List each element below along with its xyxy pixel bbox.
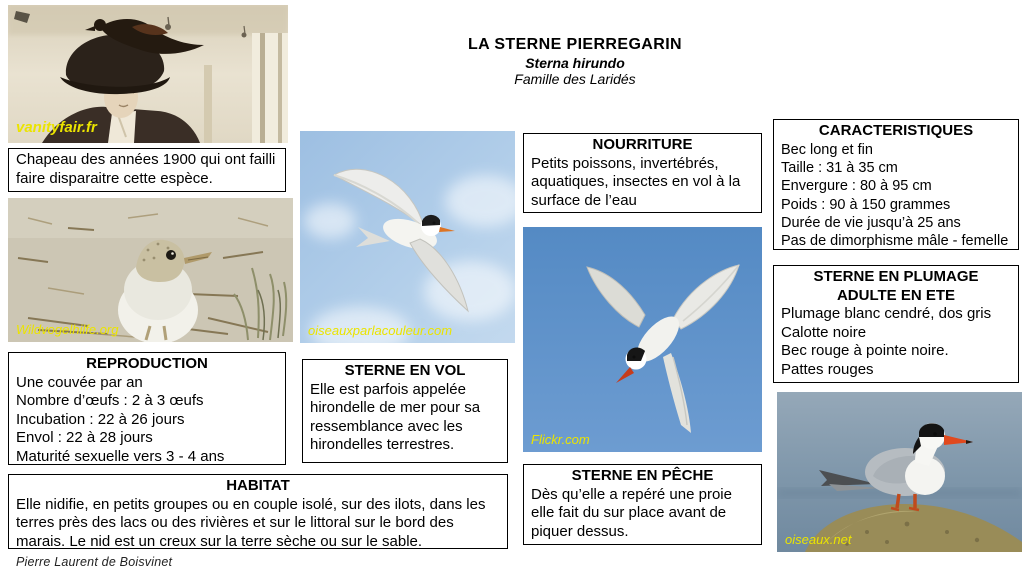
flight-photo bbox=[300, 131, 515, 343]
plumage-line: Pattes rouges bbox=[781, 360, 874, 378]
perched-tern-illustration bbox=[777, 392, 1022, 552]
reproduction-line: Incubation : 22 à 26 jours bbox=[16, 410, 185, 428]
caracteristiques-line: Poids : 90 à 150 grammes bbox=[781, 196, 951, 213]
reproduction-line: Maturité sexuelle vers 3 - 4 ans bbox=[16, 447, 225, 465]
caracteristiques-title: CARACTERISTIQUES bbox=[818, 122, 974, 139]
plumage-line: Bec rouge à pointe noire. bbox=[781, 342, 949, 360]
photo-credit: Flickr.com bbox=[531, 432, 590, 447]
family-name: Famille des Laridés bbox=[514, 71, 636, 88]
latin-name: Sterna hirundo bbox=[525, 54, 625, 71]
chick-photo-illustration bbox=[8, 198, 293, 342]
photo-credit: oiseauxparlacouleur.com bbox=[308, 323, 453, 338]
chick-photo bbox=[8, 198, 293, 342]
photo-credit: Wildvogelhilfe.org bbox=[16, 322, 119, 337]
reproduction-box bbox=[8, 352, 286, 465]
diving-tern-illustration bbox=[523, 227, 762, 452]
reproduction-line: Envol : 22 à 28 jours bbox=[16, 429, 153, 447]
plumage-box bbox=[773, 265, 1019, 383]
caracteristiques-line: Durée de vie jusqu’à 25 ans bbox=[781, 214, 961, 231]
nourriture-title: NOURRITURE bbox=[592, 136, 693, 153]
habitat-title: HABITAT bbox=[226, 477, 290, 494]
peche-title: STERNE EN PÊCHE bbox=[571, 467, 714, 484]
plumage-line: Calotte noire bbox=[781, 323, 867, 341]
hat-caption-box bbox=[8, 148, 286, 192]
nourriture-text: Petits poissons, invertébrés, aquatiques, insectes en vol à la surface de l’eau bbox=[531, 154, 741, 209]
hat-photo bbox=[8, 5, 288, 143]
photo-credit: oiseaux.net bbox=[785, 532, 852, 547]
perched-photo bbox=[777, 392, 1022, 552]
vol-box bbox=[302, 359, 508, 463]
reproduction-title: REPRODUCTION bbox=[86, 355, 208, 372]
page-title: LA STERNE PIERREGARIN bbox=[467, 36, 683, 53]
reproduction-line: Une couvée par an bbox=[16, 373, 143, 391]
plumage-line: Plumage blanc cendré, dos gris bbox=[781, 305, 992, 323]
vol-text: Elle est parfois appelée hirondelle de mer pour sa ressemblance avec les hirondelles terrestres. bbox=[310, 380, 481, 454]
habitat-text: Elle nidifie, en petits groupes ou en couple isolé, sur des ilots, dans les terres près des lacs ou des rivières et sur le littoral sur le bord des marais. Le nid est un creux sur la terre sèche ou sur le sable. bbox=[16, 495, 486, 550]
hat-caption-text: Chapeau des années 1900 qui ont failli faire disparaitre cette espèce. bbox=[16, 151, 276, 187]
nourriture-box bbox=[523, 133, 762, 213]
caracteristiques-line: Envergure : 80 à 95 cm bbox=[781, 178, 932, 195]
plumage-title: STERNE EN PLUMAGE ADULTE EN ETE bbox=[813, 268, 979, 304]
photo-credit: vanityfair.fr bbox=[16, 119, 97, 136]
caracteristiques-line: Bec long et fin bbox=[781, 141, 873, 158]
vol-title: STERNE EN VOL bbox=[344, 362, 466, 379]
caracteristiques-line: Taille : 31 à 35 cm bbox=[781, 160, 898, 177]
caracteristiques-line: Pas de dimorphisme mâle - femelle bbox=[781, 233, 1009, 250]
caracteristiques-box bbox=[773, 119, 1019, 250]
habitat-box bbox=[8, 474, 508, 549]
peche-text: Dès qu’elle a repéré une proie elle fait du sur place avant de piquer dessus. bbox=[531, 485, 732, 540]
title-block bbox=[400, 36, 750, 88]
dive-photo bbox=[523, 227, 762, 452]
reproduction-line: Nombre d’œufs : 2 à 3 œufs bbox=[16, 392, 204, 410]
author-attribution: Pierre Laurent de Boisvinet bbox=[16, 555, 173, 569]
peche-box bbox=[523, 464, 762, 545]
flying-tern-illustration bbox=[300, 131, 515, 343]
